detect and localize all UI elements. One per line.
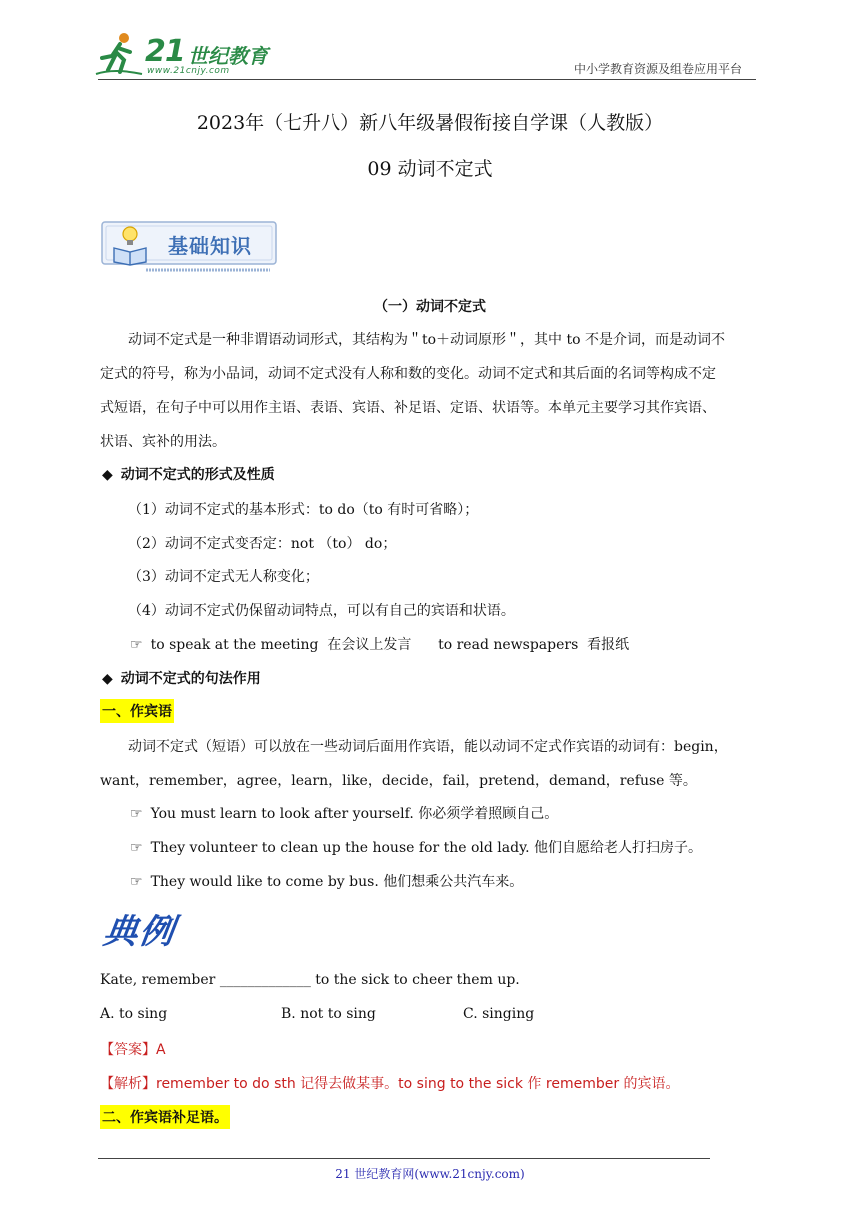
intro-line-3: 式短语，在句子中可以用作主语、表语、宾语、补足语、定语、状语等。本单元主要学习其作宾语、 <box>100 400 716 416</box>
header-divider <box>98 79 756 80</box>
object-example-text: You must learn to look after yourself. 你必须学着照顾自己。 <box>150 806 559 822</box>
document-title: 2023年（七升八）新八年级暑假衔接自学课（人教版） <box>196 112 664 134</box>
pointing-hand-icon: ☞ <box>130 806 143 822</box>
diamond-icon: ◆ <box>102 671 113 687</box>
option-a: A. to sing <box>100 1006 168 1022</box>
runner-icon <box>94 30 144 78</box>
object-example-3 <box>130 871 523 891</box>
logo-url: www.21cnjy.com <box>147 66 230 76</box>
logo-text: 世纪教育 <box>188 44 268 68</box>
object-example-text: They volunteer to clean up the house for the old lady. 他们自愿给老人打扫房子。 <box>150 840 703 856</box>
object-example-2 <box>130 837 702 857</box>
object-intro-line-2: want，remember，agree，learn，like，decide，fail，pretend，demand，refuse 等。 <box>100 773 697 789</box>
option-c: C. singing <box>463 1006 535 1022</box>
header-platform-text: 中小学教育资源及组卷应用平台 <box>574 62 743 76</box>
syntax-heading <box>102 668 261 688</box>
intro-line-1: 动词不定式是一种非谓语动词形式，其结构为＂to＋动词原形＂，其中 to 不是介词，而是动词不 <box>128 332 726 348</box>
object-example-text: They would like to come by bus. 他们想乘公共汽车来。 <box>150 874 524 890</box>
complement-heading: 二、作宾语补足语。 <box>100 1105 230 1129</box>
form-item-4: （4）动词不定式仍保留动词特点，可以有自己的宾语和状语。 <box>128 603 515 619</box>
analysis-text: 【解析】remember to do sth 记得去做某事。to sing to the sick 作 remember 的宾语。 <box>100 1076 680 1092</box>
pointing-hand-icon: ☞ <box>130 840 143 856</box>
document-subtitle: 09 动词不定式 <box>367 158 493 180</box>
form-heading <box>102 464 275 484</box>
object-heading: 一、作宾语 <box>100 699 174 723</box>
logo-number: 21 <box>145 34 185 69</box>
syntax-heading-text: 动词不定式的句法作用 <box>120 671 261 687</box>
answer-text: 【答案】A <box>100 1042 166 1058</box>
example-label: 典例 <box>100 912 179 952</box>
pointing-hand-icon: ☞ <box>130 637 143 653</box>
pointing-hand-icon: ☞ <box>130 874 143 890</box>
form-example <box>130 634 629 654</box>
intro-line-4: 状语、宾补的用法。 <box>100 434 226 450</box>
form-item-3: （3）动词不定式无人称变化； <box>128 569 319 585</box>
footer-divider <box>98 1158 710 1159</box>
intro-line-2: 定式的符号，称为小品词，动词不定式没有人称和数的变化。动词不定式和其后面的名词等构成不定 <box>100 366 716 382</box>
section-heading: （一）动词不定式 <box>374 299 486 315</box>
question-text: Kate, remember _____________ to the sick to cheer them up. <box>100 972 520 988</box>
basic-knowledge-badge <box>100 218 282 274</box>
form-item-1: （1）动词不定式的基本形式：to do（to 有时可省略）； <box>128 502 479 518</box>
object-intro-line-1: 动词不定式（短语）可以放在一些动词后面用作宾语，能以动词不定式作宾语的动词有：begin， <box>128 739 728 755</box>
book-lightbulb-icon <box>110 224 150 266</box>
badge-label: 基础知识 <box>168 234 252 258</box>
form-item-2: （2）动词不定式变否定：not （to） do； <box>128 536 397 552</box>
form-heading-text: 动词不定式的形式及性质 <box>120 467 275 483</box>
footer-text: 21 世纪教育网(www.21cnjy.com) <box>335 1167 525 1181</box>
option-b: B. not to sing <box>281 1006 376 1022</box>
object-example-1 <box>130 803 558 823</box>
diamond-icon: ◆ <box>102 467 113 483</box>
form-example-text: to speak at the meeting 在会议上发言 to read newspapers 看报纸 <box>150 637 630 653</box>
